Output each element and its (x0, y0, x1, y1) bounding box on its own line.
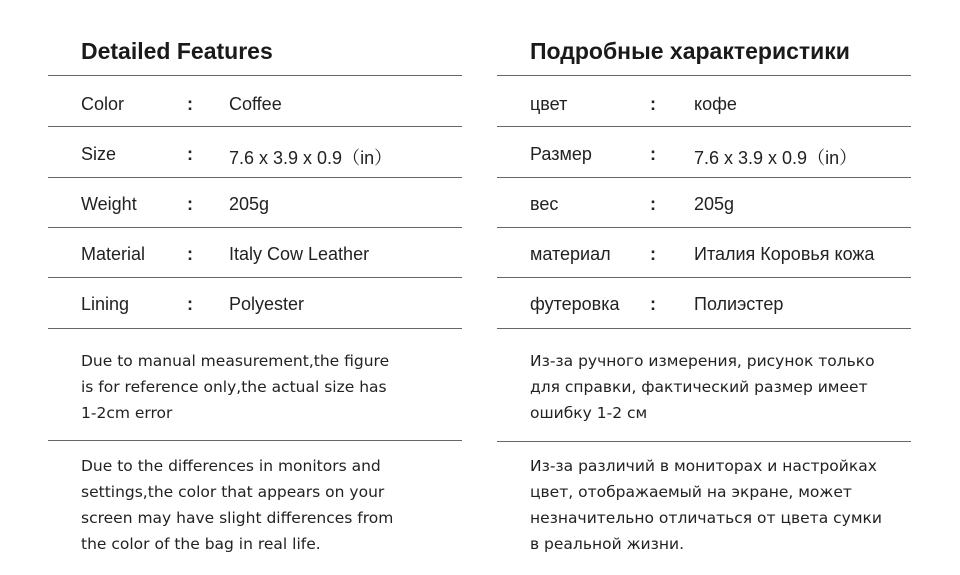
row-separator: : (187, 244, 193, 264)
note-line: незначительно отличаться от цвета сумки (530, 509, 882, 527)
row-label: цвет (530, 94, 568, 114)
row-separator: : (650, 194, 656, 214)
row-value: кофе (694, 94, 737, 114)
row-separator: : (650, 244, 656, 264)
note-divider (48, 440, 462, 441)
measurement-note (530, 348, 875, 426)
note-line: Из-за ручного измерения, рисунок только (530, 352, 875, 370)
color-note (81, 453, 393, 557)
note-line: в реальной жизни. (530, 535, 685, 553)
note-line: Из-за различий в мониторах и настройках (530, 457, 877, 475)
row-value: Italy Cow Leather (229, 244, 370, 264)
row-separator: : (187, 144, 193, 164)
row-divider (497, 277, 911, 278)
row-divider (497, 328, 911, 329)
row-label: Material (81, 244, 146, 264)
row-value: Polyester (229, 294, 305, 314)
row-separator: : (650, 94, 656, 114)
color-note (530, 453, 882, 557)
row-divider (497, 177, 911, 178)
row-separator: : (187, 194, 193, 214)
row-value: 205g (229, 194, 270, 214)
russian-title: Подробные характеристики (530, 38, 850, 64)
row-divider (497, 227, 911, 228)
row-separator: : (650, 294, 656, 314)
row-value: Полиэстер (694, 294, 784, 314)
note-line: цвет, отображаемый на экране, может (530, 483, 852, 501)
row-separator: : (187, 294, 193, 314)
row-label: Weight (81, 194, 137, 214)
note-divider (497, 441, 911, 442)
row-divider (48, 227, 462, 228)
row-divider (48, 328, 462, 329)
note-line: is for reference only,the actual size has (81, 378, 387, 396)
english-title: Detailed Features (81, 38, 273, 64)
row-value: 205g (694, 194, 735, 214)
row-value: Coffee (229, 94, 282, 114)
row-label: футеровка (530, 294, 620, 314)
note-line: settings,the color that appears on your (81, 483, 385, 501)
row-label: Размер (530, 144, 592, 164)
row-label: Lining (81, 294, 130, 314)
note-line: Due to the differences in monitors and (81, 457, 381, 475)
row-value: 7.6 x 3.9 x 0.9（in） (229, 148, 393, 168)
row-divider (48, 177, 462, 178)
title-divider (48, 75, 462, 76)
note-line: для справки, фактический размер имеет (530, 378, 868, 396)
row-label: Size (81, 144, 117, 164)
row-divider (497, 126, 911, 127)
row-value: 7.6 x 3.9 x 0.9（in） (694, 148, 858, 168)
row-separator: : (650, 144, 656, 164)
row-label: вес (530, 194, 559, 214)
row-label: материал (530, 244, 611, 264)
row-divider (48, 126, 462, 127)
note-line: the color of the bag in real life. (81, 535, 321, 553)
title-divider (497, 75, 911, 76)
row-divider (48, 277, 462, 278)
row-label: Color (81, 94, 125, 114)
note-line: screen may have slight differences from (81, 509, 394, 527)
note-line: ошибку 1-2 см (530, 404, 648, 422)
measurement-note (81, 348, 389, 426)
note-line: Due to manual measurement,the figure (81, 352, 390, 370)
row-separator: : (187, 94, 193, 114)
row-value: Италия Коровья кожа (694, 244, 875, 264)
note-line: 1-2cm error (81, 404, 173, 422)
